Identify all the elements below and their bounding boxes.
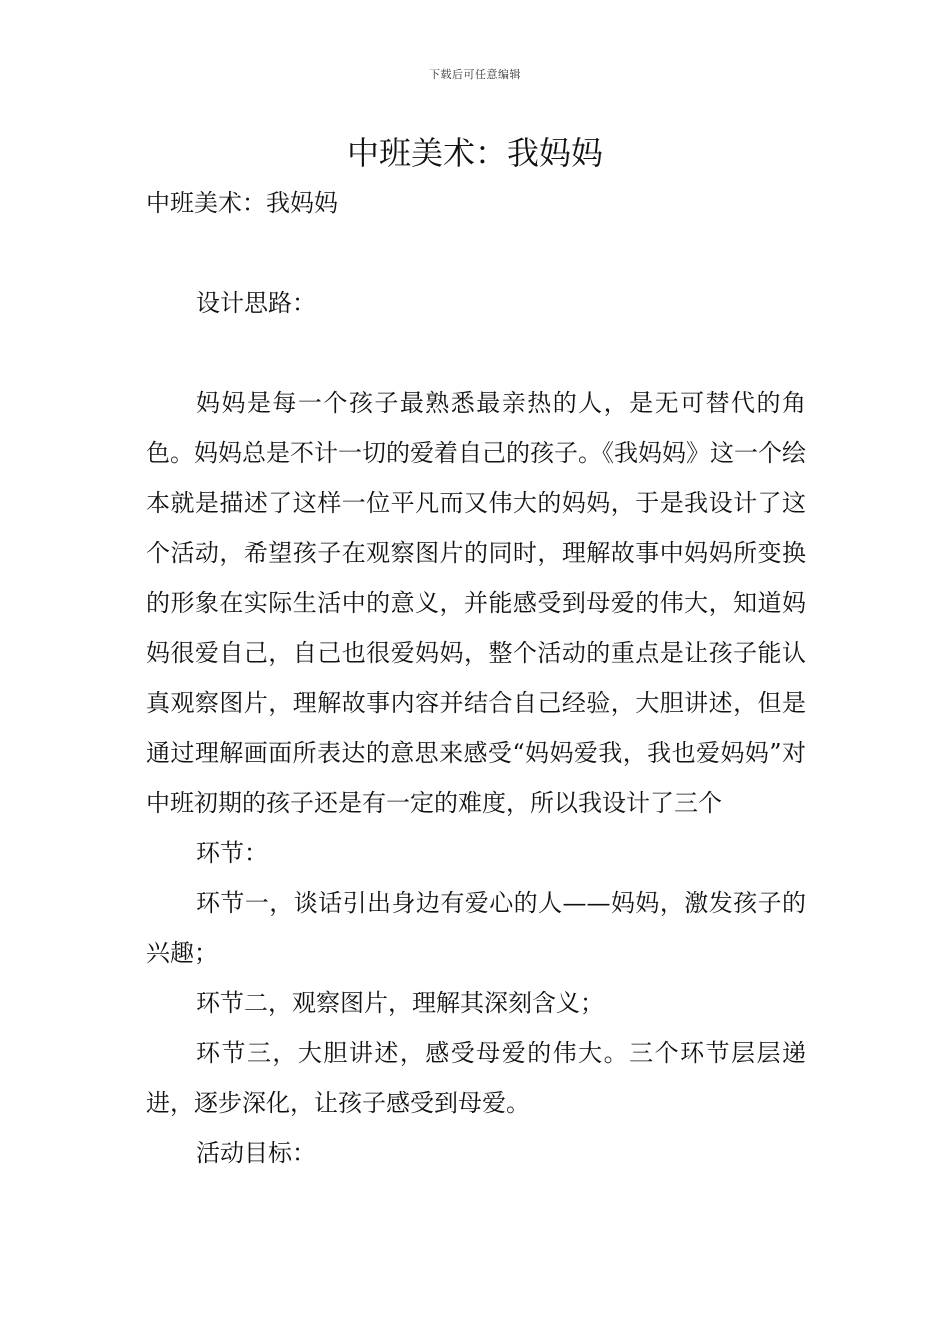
spacer — [146, 228, 806, 278]
document-subtitle: 中班美术：我妈妈 — [146, 189, 338, 217]
paragraph-main: 妈妈是每一个孩子最熟悉最亲热的人，是无可替代的角色。妈妈总是不计一切的爱着自己的孩子。《我妈妈》这一个绘本就是描述了这样一位平凡而又伟大的妈妈，于是我设计了这个活动，希望孩子在观察图片的同时，理解故事中妈妈所变换的形象在实际生活中的意义，并能感受到母爱的伟大，知道妈妈很爱自己，自己也很爱妈妈，整个活动的重点是让孩子能认真观察图片，理解故事内容并结合自己经验，大胆讲述，但是通过理解画面所表达的意思来感受“妈妈爱我，我也爱妈妈”对中班初期的孩子还是有一定的难度，所以我设计了三个 — [146, 389, 806, 817]
spacer — [146, 328, 806, 378]
stage-3-text: 环节三，大胆讲述，感受母爱的伟大。三个环节层层递进，逐步深化，让孩子感受到母爱。 — [146, 1039, 806, 1117]
section-heading-design: 设计思路： — [196, 289, 316, 317]
header-note: 下载后可任意编辑 — [429, 68, 521, 81]
document-title: 中班美术：我妈妈 — [346, 134, 603, 172]
section-heading-goals: 活动目标： — [196, 1139, 316, 1167]
stage-2-text: 环节二，观察图片，理解其深刻含义； — [196, 989, 604, 1017]
stage-1-text: 环节一，谈话引出身边有爱心的人——妈妈，激发孩子的兴趣； — [146, 889, 806, 967]
document-body — [146, 178, 806, 1178]
stages-label: 环节： — [196, 839, 268, 867]
